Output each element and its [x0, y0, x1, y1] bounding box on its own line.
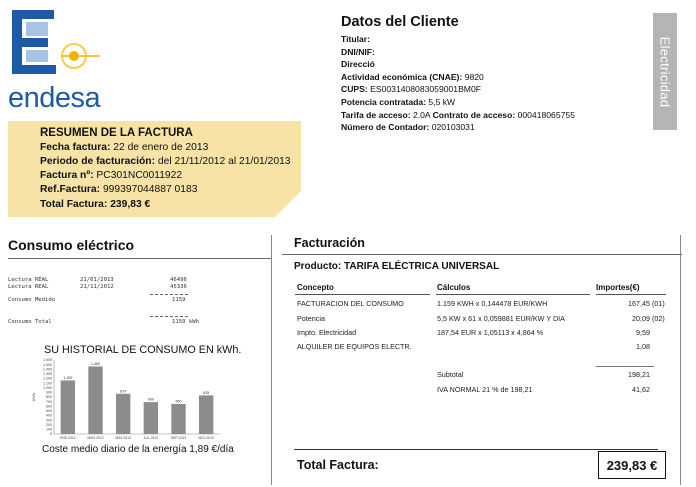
- contador-label: Número de Contador:: [341, 122, 430, 133]
- lectura2-label: Lectura REAL: [8, 284, 49, 290]
- direccion-label: Direcció: [341, 59, 375, 70]
- contador-value: 020103031: [431, 122, 475, 133]
- y-tick-label: 400: [46, 413, 52, 418]
- factura-num-row: [40, 169, 301, 183]
- facturacion-title: Facturación: [294, 236, 365, 250]
- endesa-e-symbol: [12, 10, 102, 80]
- row-importe: 167,45: [628, 299, 650, 308]
- total-factura-label: Total Factura:: [297, 458, 379, 472]
- electricidad-tab-label: Electricidad: [657, 36, 673, 107]
- consumption-history-chart: [30, 356, 230, 444]
- titular-label: Titular:: [341, 34, 370, 44]
- y-tick-label: 900: [46, 390, 52, 395]
- row-concepto: FACTURACION DEL CONSUMO: [297, 299, 404, 308]
- facturacion-right-border: [680, 235, 681, 485]
- bar: [61, 380, 75, 434]
- resumen-total-value: 239,83 €: [110, 199, 151, 210]
- resumen-total-label: Total Factura:: [40, 199, 108, 210]
- cups-row: [341, 83, 661, 96]
- bar-data-label: 1.460: [91, 361, 100, 366]
- header-concepto: Concepto: [297, 283, 334, 292]
- y-tick-label: 1.300: [43, 372, 52, 377]
- row-concepto: Impto. Electricidad: [297, 328, 357, 337]
- potencia-row: [341, 96, 661, 109]
- lectura2-date: 21/11/2012: [80, 284, 114, 290]
- row-concepto: Potencia: [297, 314, 325, 323]
- bar-data-label: 690: [147, 397, 154, 402]
- bar-data-label: 835: [203, 390, 210, 395]
- subtotal-value: 198,21: [628, 370, 650, 379]
- periodo-label: Periodo de facturación:: [40, 156, 156, 167]
- consumo-right-border: [271, 235, 272, 485]
- consumo-divider: [8, 258, 272, 259]
- endesa-wordmark: endesa: [8, 82, 101, 114]
- bar: [88, 366, 102, 434]
- lectura1-label: Lectura REAL: [8, 277, 49, 283]
- x-tick-label: MAY-2012: [115, 436, 131, 440]
- bar: [144, 402, 158, 434]
- dni-row: [341, 46, 661, 59]
- y-tick-label: 1.500: [43, 362, 52, 367]
- y-tick-label: 1.000: [43, 385, 52, 390]
- header-underline: [436, 294, 590, 295]
- header-importes: Importes(€): [596, 283, 640, 292]
- facturacion-divider: [282, 254, 682, 255]
- periodo-row: [40, 155, 301, 169]
- y-tick-label: 300: [46, 418, 52, 423]
- fecha-factura-value: 22 de enero de 2013: [113, 142, 209, 153]
- y-tick-label: 700: [46, 399, 52, 404]
- header-underline: [596, 294, 666, 295]
- x-tick-label: NOV-2012: [198, 436, 215, 440]
- iva-label: IVA NORMAL 21 % de 198,21: [437, 385, 533, 394]
- header-underline: [295, 294, 430, 295]
- actividad-row: [341, 71, 661, 84]
- total-factura-value: 239,83 €: [598, 451, 666, 479]
- dash-line: [150, 294, 188, 295]
- resumen-title: RESUMEN DE LA FACTURA: [40, 127, 193, 139]
- y-tick-label: 1.100: [43, 381, 52, 386]
- bar-data-label: 870: [120, 389, 127, 394]
- y-tick-label: 1.200: [43, 376, 52, 381]
- y-axis-label: kWh: [31, 393, 36, 401]
- dni-label: DNI/NIF:: [341, 46, 375, 57]
- cups-value: ES0031408083059001BM0F: [370, 84, 481, 95]
- actividad-value: 9820: [464, 71, 484, 82]
- page-fold-corner: [275, 191, 301, 217]
- electricidad-side-tab: [653, 13, 677, 130]
- consumo-total-value: 1159 kWh: [172, 319, 199, 325]
- ref-factura-label: Ref.Factura:: [40, 184, 101, 195]
- y-tick-label: 600: [46, 404, 52, 409]
- producto-line: Producto: TARIFA ELÉCTRICA UNIVERSAL: [294, 261, 500, 272]
- row-calculo: 1.159 KWH x 0,144478 EUR/KWH: [437, 299, 548, 308]
- subtotal-rule: [596, 366, 654, 367]
- y-tick-label: 100: [46, 427, 52, 432]
- y-tick-label: 800: [46, 395, 52, 400]
- row-calculo: 5,5 KW x 61 x 0,059881 EUR/KW Y DIA: [437, 314, 565, 323]
- row-importe: 1,08: [636, 342, 650, 351]
- resumen-total-row: [40, 197, 301, 212]
- factura-num-label: Factura nº:: [40, 170, 94, 181]
- periodo-value: del 21/11/2012 al 21/01/2013: [157, 156, 291, 167]
- y-tick-label: 200: [46, 422, 52, 427]
- lectura1-value: 46496: [170, 277, 187, 283]
- row-importe: 9,59: [636, 328, 650, 337]
- potencia-label: Potencia contratada:: [341, 96, 427, 107]
- bar: [171, 404, 185, 434]
- x-tick-label: JUL-2012: [143, 436, 159, 440]
- actividad-label: Actividad económica (CNAE):: [341, 71, 463, 82]
- contrato-value: 000418065755: [517, 109, 575, 120]
- ref-factura-value: 999397044887 0183: [102, 184, 198, 195]
- tarifa-label: Tarifa de acceso:: [341, 109, 411, 120]
- row-nota: (02): [652, 314, 665, 323]
- resumen-factura-box: [8, 121, 301, 217]
- fecha-factura-row: [40, 141, 301, 155]
- ref-factura-row: [40, 183, 301, 197]
- row-calculo: 187,54 EUR x 1,05113 x 4,864 %: [437, 328, 544, 337]
- history-chart-title: SU HISTORIAL DE CONSUMO EN kWh.: [44, 344, 242, 356]
- consumo-medido-label: Consumo Medido: [8, 297, 56, 303]
- bar: [199, 395, 213, 434]
- y-tick-label: 1.600: [43, 358, 52, 363]
- dash-line: [150, 316, 188, 317]
- tarifa-value: 2.0A: [412, 109, 431, 120]
- bar: [116, 394, 130, 434]
- x-tick-label: SEP-2012: [170, 436, 187, 440]
- potencia-value: 5,5 kW: [428, 96, 456, 107]
- coste-medio-text: Coste medio diario de la energía 1,89 €/día: [42, 444, 234, 455]
- row-importe: 20,09: [632, 314, 650, 323]
- cups-label: CUPS:: [341, 84, 368, 95]
- subtotal-label: Subtotal: [437, 370, 464, 379]
- x-tick-label: ENE-2012: [60, 436, 76, 440]
- contrato-label: Contrato de acceso:: [432, 109, 516, 120]
- bar-data-label: 650: [175, 399, 182, 404]
- titular-row: [341, 33, 661, 46]
- y-tick-label: 500: [46, 409, 52, 414]
- consumo-medido-value: 1159: [172, 297, 186, 303]
- total-divider: [294, 449, 658, 450]
- y-tick-label: 0: [50, 432, 52, 437]
- consumo-title: Consumo eléctrico: [8, 237, 135, 253]
- row-concepto: ALQUILER DE EQUIPOS ELECTR.: [297, 342, 412, 351]
- cliente-title: Datos del Cliente: [341, 14, 459, 30]
- lectura2-value: 45336: [170, 284, 187, 290]
- lectura1-date: 21/01/2013: [80, 277, 114, 283]
- tarifa-row: [341, 109, 661, 122]
- endesa-logo: [8, 10, 118, 114]
- factura-num-value: PC301NC0011922: [96, 170, 183, 181]
- header-calculos: Cálculos: [437, 283, 471, 292]
- y-tick-label: 1.400: [43, 367, 52, 372]
- consumo-total-label: Consumo Total: [8, 319, 52, 325]
- row-nota: (01): [652, 299, 665, 308]
- direccion-row: [341, 58, 661, 71]
- datos-cliente: [341, 14, 661, 134]
- bar-data-label: 1.159: [63, 375, 73, 380]
- x-tick-label: MAR-2012: [87, 436, 104, 440]
- iva-value: 41,62: [632, 385, 650, 394]
- contador-row: [341, 121, 661, 134]
- fecha-factura-label: Fecha factura:: [40, 142, 111, 153]
